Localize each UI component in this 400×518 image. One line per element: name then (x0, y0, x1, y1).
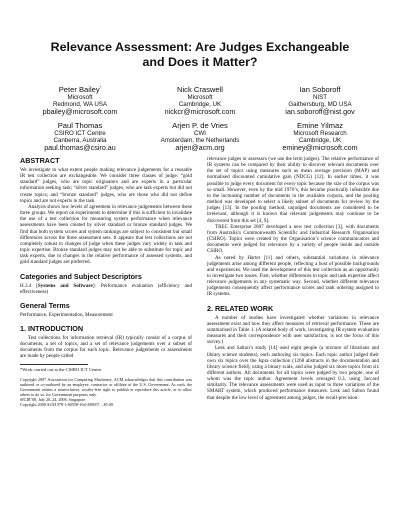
author-email: nickcr@microsoft.com (164, 107, 236, 117)
introduction-paragraph: Test collections for information retrieval (IR) typically consist of a corpus of documents, a set of topics, and a set of relevance judgements over a subset of documents from the corpus for each topic. Relevance judgements or assessments are made by people called (20, 334, 192, 360)
author-location: Redmond, WA USA (52, 101, 108, 109)
author-name: Emine Yilmaz (297, 121, 343, 130)
abstract-paragraph-1: We investigate to what extent people making relevance judgements for a reusable IR test collection are exchangeable. We consider three classes of judge: “gold standard” judges, who are topic originators and are experts in a particular information seeking task; “silver standard” judges, who are task experts but did not create topics; and “bronze standard” judges, who are those who did not define topics and are not experts in the task. (20, 167, 192, 204)
copyright-notice: Copyright 2007 Association for Computing Machinery. ACM acknowledges that this contribution was authored or co-authored by an employee, contractor or affiliate of the U.S. Government. As such, the Government retains a nonexclusive, royalty-free right to publish or reproduce this article, or to allow others to do so, for Government purposes only. (20, 377, 192, 397)
footnote: *Work carried out at the CSIRO ICT Centre. (20, 366, 103, 372)
author-name: Ian Soboroff (299, 85, 341, 94)
paper-title (20, 40, 380, 69)
related-work-paragraph-2: Lesk and Salton’s study [14] used eight people (a mixture of librarians and library science students), each authoring six topics. Each topic author judged their own six topics over the Ispra collection (1268 abstracts in the documentation and library science field), using a binary scale, and also judged six more topics from six different authors. All documents for all topics were judged by two people, one of whom was the topic author. Agreement levels averaged 0.3, using Jaccard similarity. The relevance assessments were used as input to three variations of the SMART system, which produced performance measures. Lesk and Salton found that despite the low level of agreement among judges, the recall-precision (207, 345, 379, 401)
author-location: Gaithersburg, MD USA (288, 101, 352, 109)
related-work-heading: 2. RELATED WORK (207, 303, 274, 313)
author-name: Peter Bailey (58, 85, 100, 94)
author-name: Paul Thomas (57, 121, 103, 130)
author-org: NIST (312, 94, 328, 101)
author-2 (140, 85, 260, 117)
author-location: Cambridge, UK (178, 101, 222, 109)
author-footnote-mark: * (99, 84, 102, 90)
related-work-paragraph-1: A number of studies have investigated whether variations in relevance assessment exist and how they affect measures of retrieval performance. These are summarised in Table 1. (A related body of work, investigating IR system evaluation measures and their correspondence with user satisfaction, is not the focus of this survey.) (207, 314, 379, 346)
copyright-line: Copyright 2008 ACM 978-1-60558-164-4/08/07 ...$5.00. (20, 401, 114, 407)
author-3 (260, 85, 380, 117)
author-name: Arjen P. de Vries (172, 121, 228, 130)
intro-continued-paragraph: relevance judges or assessors (we use the term judges). The relative performance of IR systems can be compared by their ability to discover relevant documents over the set of topics using measures such as mean average precision (MAP) and normalised discounted cumulative gain (NDCG) [12]. In earlier times, it was possible to judge every document for every topic because the size of the corpus was so small. However, even by the mid 1970’s, this became practically infeasible due to the increasing number of documents in the available corpora, and the pooling method was developed to select a likely subset of documents for review by the judges [13]. In the pooling method, unjudged documents are considered to be irrelevant, although it is known that relevant judgements may continue to be discovered from this set [4, 9]. (207, 156, 379, 224)
author-email: ian.soboroff@nist.gov (285, 107, 355, 117)
author-location: Canberra, Australia (53, 137, 107, 145)
right-column (207, 156, 379, 401)
general-terms-text: Performance, Experimentation, Measurement (20, 311, 113, 318)
left-column (20, 156, 192, 408)
introduction-heading: 1. INTRODUCTION (20, 323, 84, 333)
author-email: pbailey@microsoft.com (42, 107, 118, 117)
author-4 (20, 121, 140, 153)
author-5 (140, 121, 260, 153)
copyright-block (20, 378, 192, 407)
conference-line: SIGIR’08, July 20–24, 2008, Singapore. (20, 396, 87, 402)
author-location: Amsterdam, the Netherlands (160, 137, 240, 145)
author-org: Microsoft (67, 94, 93, 101)
author-org: Microsoft (187, 94, 213, 101)
harter-paragraph: As noted by Harter [11] and others, substantial variations in relevance judgements arise among different people, reflecting a host of possible backgrounds and experiences. We used the development of this test collection as an opportunity to investigate two issues. First, whether differences in topic and task expertise affect relevance judgements in any systematic way. Second, whether different relevance judgements consequently affect performance scores and rank ordering assigned to IR systems. (207, 254, 379, 298)
author-org: CSIRO ICT Centre (54, 130, 106, 137)
author-email: eminey@microsoft.com (282, 143, 358, 153)
categories-heading: Categories and Subject Descriptors (20, 271, 142, 281)
author-email: arjen@acm.org (175, 143, 225, 153)
author-org: CWI (193, 130, 207, 137)
abstract-heading: ABSTRACT (20, 156, 60, 165)
author-1 (20, 85, 140, 117)
author-org: Microsoft Research (293, 130, 347, 137)
title-line-1: Relevance Assessment: Are Judges Exchangeable (50, 40, 350, 54)
general-terms-heading: General Terms (20, 300, 70, 310)
author-location: Cambridge, UK (298, 137, 342, 145)
trec-paragraph: TREC Enterprise 2007 developed a new test collection [3], with documents from Australia’s Commonwealth Scientific and Industrial Research Organisation (CSIRO). Topics were created by the Organisation’s science communicators and documents were judged for relevance by a variety of people inside and outside CSIRO. (207, 223, 379, 255)
title-line-2: and Does it Matter? (142, 54, 258, 69)
author-name: Nick Craswell (177, 85, 223, 94)
author-6 (260, 121, 380, 153)
abstract-paragraph-2: Analysis shows low levels of agreement in relevance judgements between these three groups. We report on experiments to determine if this is sufficient to invalidate the use of a test collection for measuring system performance when relevance assessments have been created by silver standard or bronze standard judges. We find that both system scores and system rankings are subject to consistent but small differences across the three assessment sets. It appears that test collections are not completely robust to changes of judge when these judges vary widely in task and topic expertise. Bronze standard judges may not be able to substitute for topic and task experts, due to changes in the relative performance of assessed systems, and gold standard judges are preferred. (20, 203, 192, 266)
categories-text: H.3.4 [Systems and Software]: Performance evaluation (efficiency and effectiveness) (20, 282, 192, 295)
footnote-divider (20, 364, 88, 365)
author-email: paul.thomas@csiro.au (44, 143, 116, 153)
